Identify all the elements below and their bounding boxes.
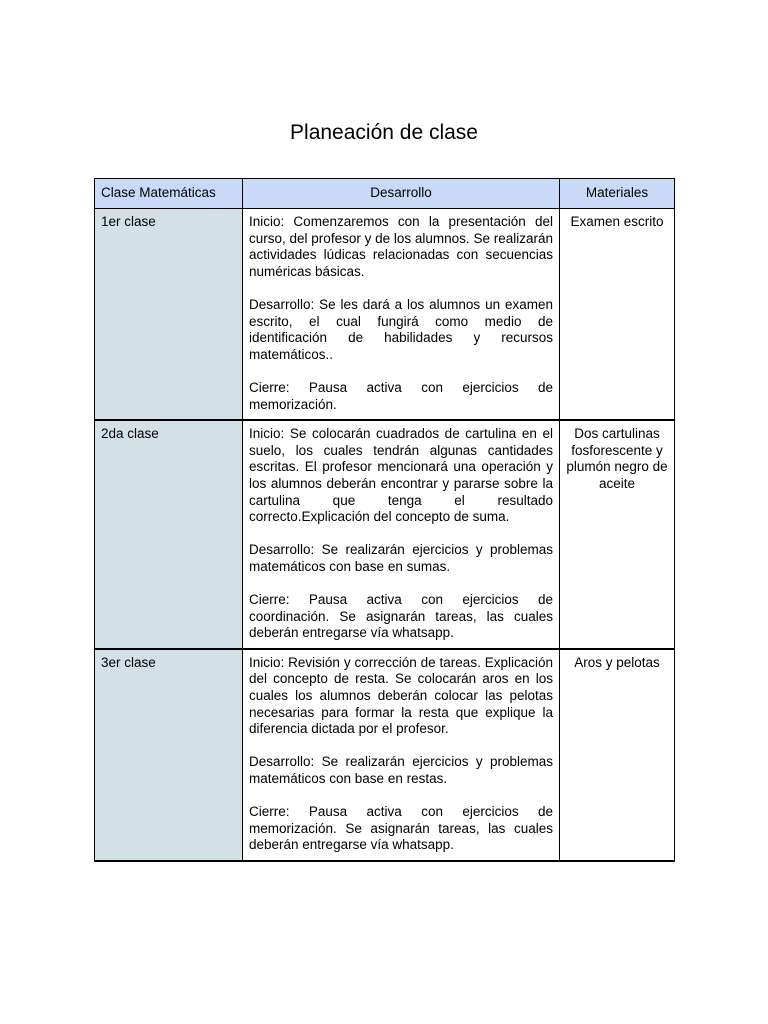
header-clase: Clase Matemáticas — [95, 179, 243, 209]
table-row — [95, 649, 675, 861]
desarrollo-inicio: Inicio: Se colocarán cuadrados de cartulina en el suelo, los cuales tendrán algunas cantidades escritas. El profesor mencionará una operación y los alumnos deberán encontrar y pararse sobre la cartulina que tenga el resultado correcto.Explicación del concepto de suma. — [249, 426, 553, 525]
clase-cell: 2da clase — [95, 420, 243, 649]
desarrollo-inicio: Inicio: Comenzaremos con la presentación del curso, del profesor y de los alumnos. Se realizarán actividades lúdicas relacionadas con secuencias numéricas básicas. — [249, 214, 553, 279]
table-row — [95, 209, 675, 421]
page-title: Planeación de clase — [290, 121, 478, 144]
materiales-cell: Dos cartulinas fosforescente y plumón negro de aceite — [560, 420, 675, 649]
materiales-cell: Examen escrito — [560, 209, 675, 421]
desarrollo-cierre: Cierre: Pausa activa con ejercicios de coordinación. Se asignarán tareas, las cuales deberán entregarse vía whatsapp. — [249, 592, 553, 641]
header-desarrollo: Desarrollo — [243, 179, 560, 209]
lesson-plan-table — [94, 178, 675, 862]
desarrollo-desarrollo: Desarrollo: Se realizarán ejercicios y problemas matemáticos con base en sumas. — [249, 542, 553, 574]
clase-cell: 1er clase — [95, 209, 243, 421]
materiales-cell: Aros y pelotas — [560, 649, 675, 861]
desarrollo-cell — [243, 209, 560, 421]
header-materiales: Materiales — [560, 179, 675, 209]
desarrollo-desarrollo: Desarrollo: Se les dará a los alumnos un examen escrito, el cual fungirá como medio de identificación de habilidades y recursos matemáticos.. — [249, 296, 553, 362]
desarrollo-cierre: Cierre: Pausa activa con ejercicios de memorización. Se asignarán tareas, las cuales deberán entregarse vía whatsapp. — [249, 804, 553, 853]
desarrollo-cell — [243, 420, 560, 649]
table-row — [95, 420, 675, 649]
desarrollo-cierre: Cierre: Pausa activa con ejercicios de memorización. — [249, 379, 553, 412]
table-header-row — [95, 179, 675, 209]
desarrollo-inicio: Inicio: Revisión y corrección de tareas. Explicación del concepto de resta. Se colocarán aros en los cuales los alumnos deberán colocar las pelotas necesarias para formar la resta que explique la diferencia dictada por el profesor. — [249, 654, 553, 737]
desarrollo-desarrollo: Desarrollo: Se realizarán ejercicios y problemas matemáticos con base en restas. — [249, 754, 553, 786]
desarrollo-cell — [243, 649, 560, 861]
clase-cell: 3er clase — [95, 649, 243, 861]
